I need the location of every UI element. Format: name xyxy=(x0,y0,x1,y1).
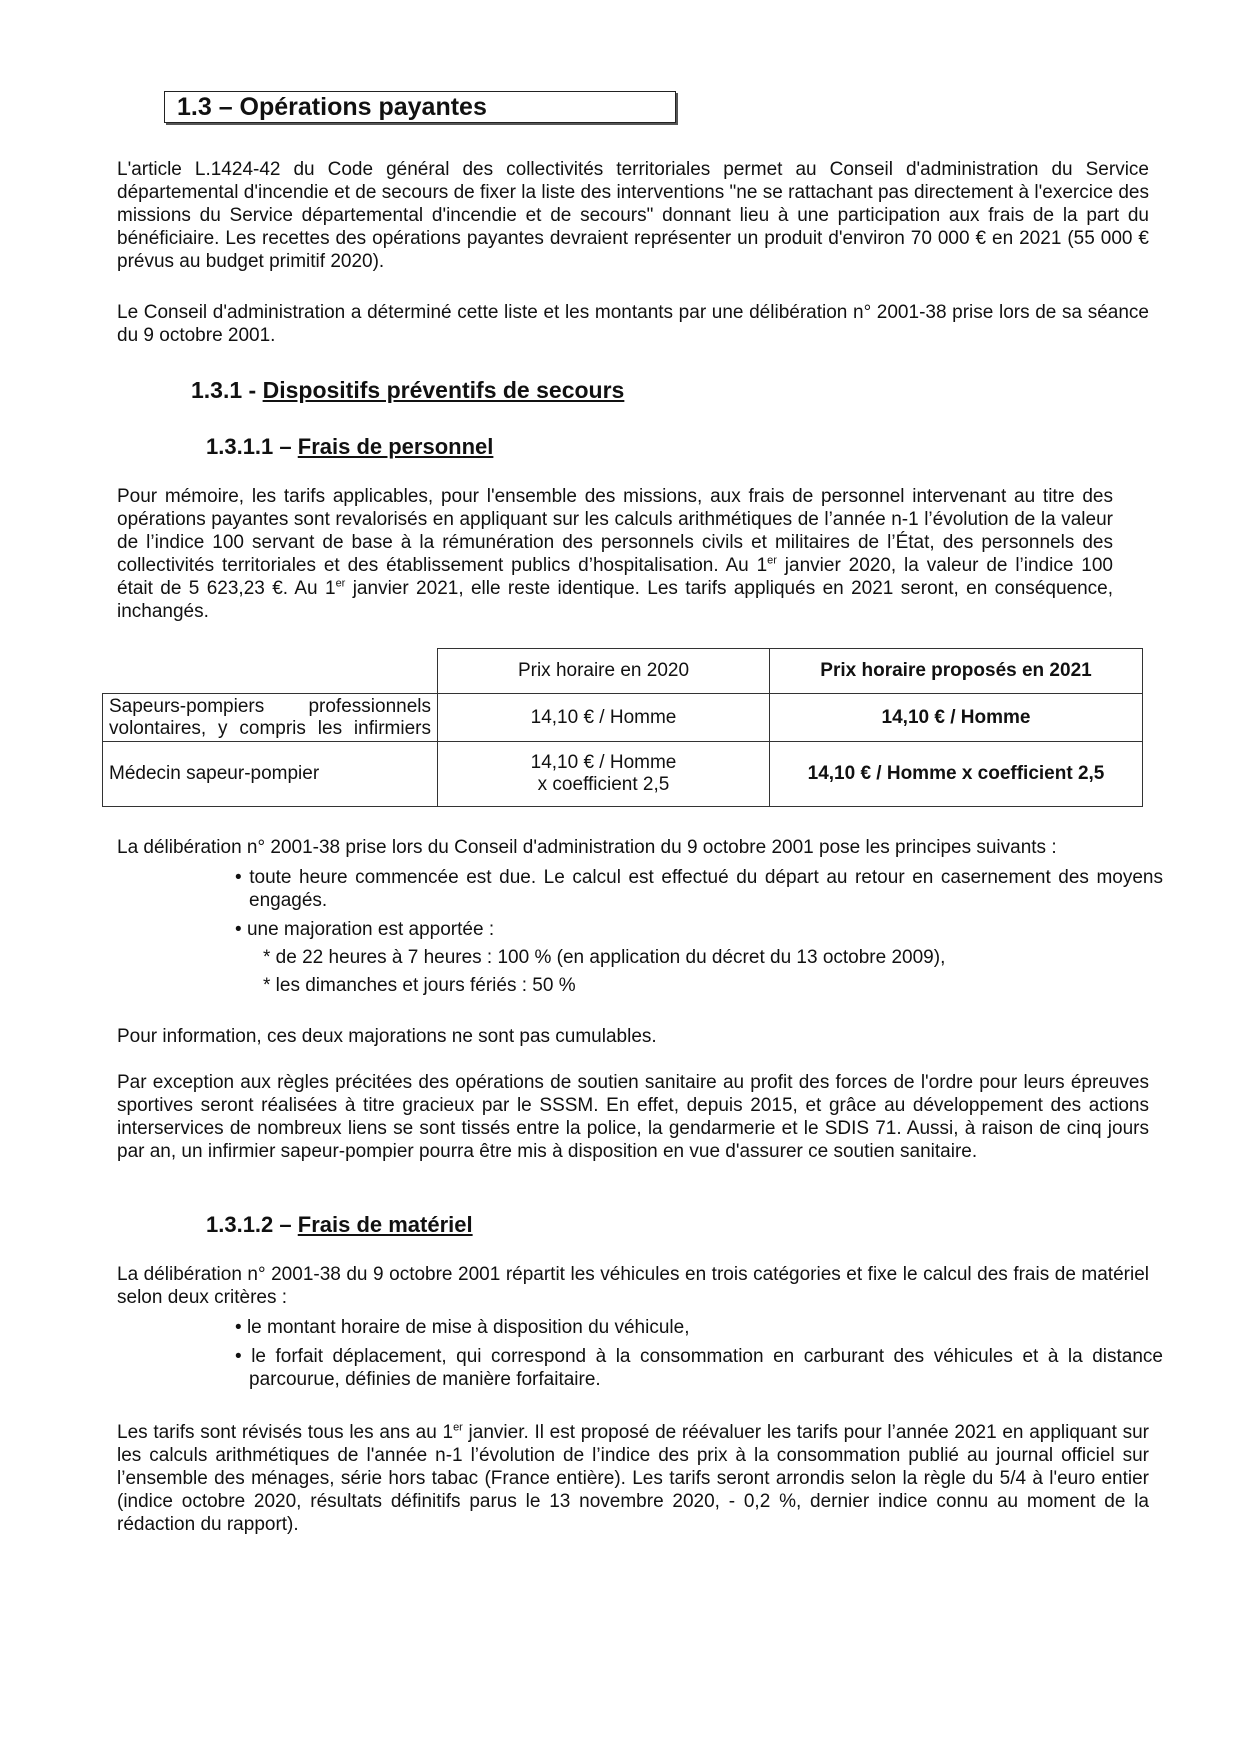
list-item: • le montant horaire de mise à disposition du véhicule, xyxy=(235,1317,690,1338)
sub-list-item: * les dimanches et jours fériés : 50 % xyxy=(263,975,576,996)
section-title: 1.3 – Opérations payantes xyxy=(164,91,676,123)
table-header-row xyxy=(103,649,1143,694)
superscript-er: er xyxy=(335,577,346,590)
deliberation-paragraph: La délibération n° 2001-38 prise lors du Conseil d'administration du 9 octobre 2001 pose les principes suivants : xyxy=(117,837,1057,858)
table-corner-cell xyxy=(103,649,438,694)
row2-price-2020: 14,10 € / Homme x coefficient 2,5 xyxy=(438,742,770,807)
materiel-paragraph-2: Les tarifs sont révisés tous les ans au 1er janvier. Il est proposé de réévaluer les tarifs pour l’année 2021 en appliquant sur les calculs arithmétiques de l'année n-1 l’évolution de l’indice des prix à la consommation publié au journal officiel sur l’ensemble des ménages, série hors tabac (France entière). Les tarifs seront arrondis selon la règle du 5/4 à l'euro entier (indice octobre 2020, résultats définitifs parus le 13 novembre 2020, - 0,2 %, dernier indice connu au moment de la rédaction du rapport). xyxy=(117,1421,1149,1535)
sub-list-item: * de 22 heures à 7 heures : 100 % (en application du décret du 13 octobre 2009), xyxy=(263,947,946,968)
bullet-glyph: • xyxy=(235,1317,242,1338)
materiel-heading xyxy=(206,1212,473,1238)
materiel-paragraph-1: La délibération n° 2001-38 du 9 octobre 2001 répartit les véhicules en trois catégories et fixe le calcul des frais de matériel selon deux critères : xyxy=(117,1264,1149,1308)
personnel-text-b: janvier 2020, la valeur de l’indice 100 était de 5 623,23 €. Au 1 xyxy=(117,555,1113,599)
materiel-title: Frais de matériel xyxy=(297,1212,473,1237)
list-item: • toute heure commencée est due. Le calcul est effectué du départ au retour en casernement des moyens engagés. xyxy=(235,867,1163,911)
bullet-glyph: • xyxy=(235,1346,242,1367)
subsection-heading xyxy=(191,376,624,404)
personnel-text-c: janvier 2021, elle reste identique. Les tarifs appliqués en 2021 seront, en conséquence, inchangés. xyxy=(117,578,1113,622)
intro-paragraph-2: Le Conseil d'administration a déterminé cette liste et les montants par une délibération n° 2001-38 prise lors de sa séance du 9 octobre 2001. xyxy=(117,302,1149,346)
row2-price-2021: 14,10 € / Homme x coefficient 2,5 xyxy=(770,742,1143,807)
list-item: • une majoration est apportée : xyxy=(235,919,495,940)
header-2020: Prix horaire en 2020 xyxy=(438,649,770,694)
intro-paragraph-1: L'article L.1424-42 du Code général des collectivités territoriales permet au Conseil d'administration du Service départemental d'incendie et de secours de fixer la liste des interventions "ne se rattachant pas directement à l'exercice des missions du Service départemental d'incendie et de secours" donnant lieu à une participation aux frais de la part du bénéficiaire. Les recettes des opérations payantes devraient représenter un produit d'environ 70 000 € en 2021 (55 000 € prévus au budget primitif 2020). xyxy=(117,159,1149,272)
materiel-number: 1.3.1.2 – xyxy=(206,1212,298,1237)
subsection-number: 1.3.1 - xyxy=(191,377,263,403)
row1-price-2020: 14,10 € / Homme xyxy=(438,694,770,742)
row1-price-2021: 14,10 € / Homme xyxy=(770,694,1143,742)
personnel-text-a: Pour mémoire, les tarifs applicables, pour l'ensemble des missions, aux frais de personnel intervenant au titre des opérations payantes sont revalorisés en appliquant sur les calculs arithmétiques de l’année n-1 l’évolution de la valeur de l’indice 100 servant de base à la rémunération des personnels civils et militaires de l’État, des personnels des collectivités territoriales et des établissement publics d’hospitalisation. Au 1 xyxy=(117,486,1113,576)
table-row xyxy=(103,694,1143,742)
bullet-glyph: • xyxy=(235,919,242,940)
personnel-paragraph xyxy=(117,485,1113,623)
row-label-medecin: Médecin sapeur-pompier xyxy=(103,742,438,807)
personnel-heading xyxy=(206,434,493,460)
table-row xyxy=(103,742,1143,807)
personnel-number: 1.3.1.1 – xyxy=(206,434,298,459)
exception-paragraph: Par exception aux règles précitées des opérations de soutien sanitaire au profit des forces de l'ordre pour leurs épreuves sportives seront réalisées à titre gracieux par le SSSM. En effet, depuis 2015, et grâce au développement des actions interservices de nombreux liens se sont tissés entre la police, la gendarmerie et le SDIS 71. Aussi, à raison de cinq jours par an, un infirmier sapeur-pompier pourra être mis à disposition en vue d'assurer ce soutien sanitaire. xyxy=(117,1072,1149,1162)
row-label-sapeurs: Sapeurs-pompiers professionnels volontaires, y compris les infirmiers xyxy=(103,694,438,742)
subsection-title: Dispositifs préventifs de secours xyxy=(262,377,625,403)
tarifs-table xyxy=(102,648,1143,807)
list-item: • le forfait déplacement, qui correspond à la consommation en carburant des véhicules et à la distance parcourue, définies de manière forfaitaire. xyxy=(235,1346,1163,1390)
personnel-title: Frais de personnel xyxy=(297,434,494,459)
info-paragraph: Pour information, ces deux majorations ne sont pas cumulables. xyxy=(117,1026,657,1047)
superscript-er: er xyxy=(453,1421,463,1434)
bullet-glyph: • xyxy=(235,867,242,888)
superscript-er: er xyxy=(767,554,777,567)
header-2021: Prix horaire proposés en 2021 xyxy=(770,649,1143,694)
